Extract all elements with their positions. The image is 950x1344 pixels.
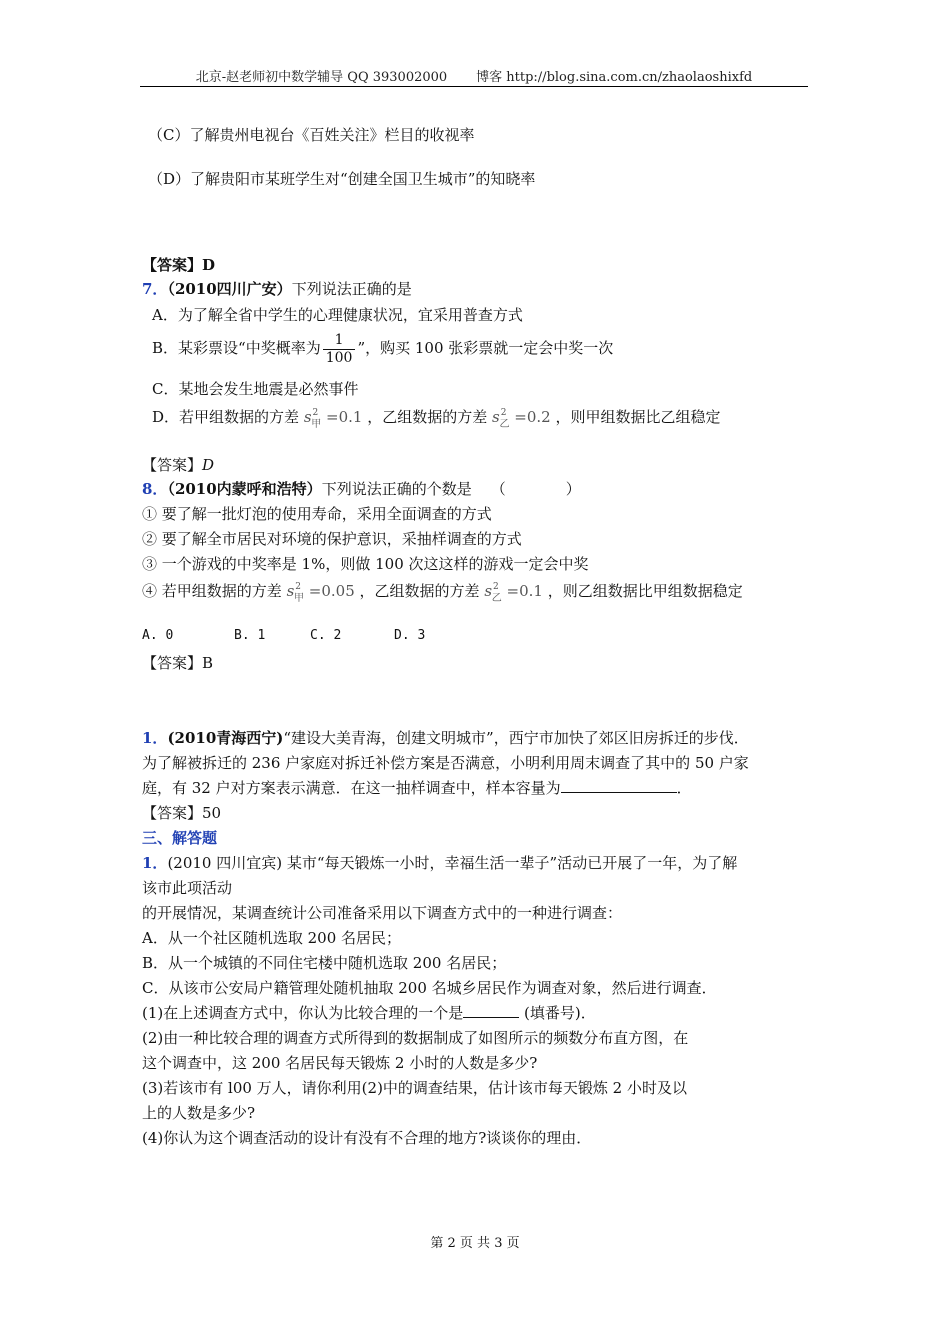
q7-source: （2010四川广安） (167, 280, 292, 298)
answer-blank[interactable] (561, 778, 677, 793)
var-val2: =0.2 (514, 408, 551, 426)
var-sub-yi: 乙 (491, 593, 502, 604)
choice-c: C. 2 (310, 628, 342, 643)
answer-value: D (202, 456, 215, 474)
var-s: s (492, 408, 500, 426)
solve-line-2: 该市此项活动 (142, 879, 233, 897)
var-sq: 2 (312, 408, 319, 418)
q7-option-c: C．某地会发生地震是必然事件 (152, 380, 359, 398)
variance-yi (492, 408, 551, 430)
var-s: s (303, 408, 312, 426)
fill-end: ． (676, 779, 692, 797)
var-val1: =0.05 (308, 582, 355, 600)
answer-prev (142, 254, 215, 275)
fraction-numerator: 1 (323, 332, 356, 350)
solve-line-1 (142, 852, 737, 873)
solve-part-3b: 上的人数是多少? (142, 1104, 256, 1122)
q7-option-d (152, 406, 721, 430)
probability-fraction (323, 332, 356, 367)
fill-source: (2010青海西宁) (167, 729, 284, 747)
q7-b-pre: B．某彩票设“中奖概率为 (152, 339, 321, 357)
q7-stem (142, 278, 412, 299)
solve-option-b: B．从一个城镇的不同住宅楼中随机选取 200 名居民； (142, 954, 507, 972)
section-title: 三、解答题 (142, 829, 218, 847)
solve-option-c: C．从该市公安局户籍管理处随机抽取 200 名城乡居民作为调查对象，然后进行调查． (142, 979, 717, 997)
header-divider (140, 86, 808, 87)
var-sq: 2 (493, 582, 499, 592)
q7-d-pre: D．若甲组数据的方差 (152, 408, 300, 426)
solve-number: 1． (142, 854, 168, 872)
q8-choices (142, 628, 425, 643)
solve-part-2a: (2)由一种比较合理的调查方式所得到的数据制成了如图所示的频数分布直方图，在 (142, 1029, 689, 1047)
q7-option-a: A．为了解全省中学生的心理健康状况，宜采用普查方式 (152, 306, 523, 324)
var-s: s (286, 582, 295, 600)
q7-d-post: ，则甲组数据比乙组稳定 (555, 408, 721, 426)
answer-value: 50 (202, 804, 222, 822)
var-sq: 2 (295, 582, 301, 592)
q8-stem (142, 478, 581, 499)
solve-part-3a: (3)若该市有 l00 万人，请你利用(2)中的调查结果，估计该市每天锻炼 2 小时及以 (142, 1079, 687, 1097)
fill-line-3 (142, 777, 692, 798)
var-val1: =0.1 (326, 408, 363, 426)
fill-text-3: 庭，有 32 户对方案表示满意．在这一抽样调查中，样本容量为 (142, 779, 561, 797)
part1-post: (填番号)． (519, 1004, 596, 1022)
item4-pre: ④ 若甲组数据的方差 (142, 582, 282, 600)
answer-value: D (202, 256, 216, 274)
var-s: s (484, 582, 493, 600)
item4-post: ，则乙组数据比甲组数据稳定 (547, 582, 743, 600)
answer-label: 【答案】 (142, 654, 203, 672)
q8-text: 下列说法正确的个数是 (321, 480, 472, 498)
solve-line-3: 的开展情况，某调查统计公司准备采用以下调查方式中的一种进行调查： (142, 904, 623, 922)
solve-part-4: (4)你认为这个调查活动的设计有没有不合理的地方?谈谈你的理由． (142, 1129, 592, 1147)
q7-d-mid: ，乙组数据的方差 (367, 408, 488, 426)
q7-b-post: ”，购买 100 张彩票就一定会中奖一次 (357, 339, 614, 357)
choice-b: B. 1 (234, 628, 266, 643)
fill-text-1: “建设大美青海，创建文明城市”，西宁市加快了郊区旧房拆迁的步伐． (283, 729, 749, 747)
var-sq: 2 (500, 408, 507, 418)
q8-item-1: ① 要了解一批灯泡的使用寿命，采用全面调查的方式 (142, 505, 492, 523)
var-val2: =0.1 (506, 582, 543, 600)
q8-source: （2010内蒙呼和浩特） (167, 480, 322, 498)
header-blog-url[interactable]: http://blog.sina.com.cn/zhaolaoshixfd (506, 70, 753, 85)
solve-part-1 (142, 1002, 596, 1023)
variance-jia (303, 408, 363, 430)
option-c: （C）了解贵州电视台《百姓关注》栏目的收视率 (148, 126, 475, 144)
q7-answer (142, 454, 214, 475)
answer-label: 【答案】 (142, 456, 203, 474)
answer-value: B (202, 654, 214, 672)
solve-option-a: A．从一个社区随机选取 200 名居民； (142, 929, 402, 947)
q8-paren: （ ） (490, 480, 581, 498)
q8-item-2: ② 要了解全市居民对环境的保护意识，采抽样调查的方式 (142, 530, 522, 548)
fill-answer (142, 802, 221, 823)
fill-number: 1． (142, 729, 168, 747)
variance-yi (484, 582, 543, 604)
item4-mid: ，乙组数据的方差 (359, 582, 480, 600)
header-blog-label: 博客 (476, 70, 503, 85)
choice-a: A. 0 (142, 628, 174, 643)
q8-item-3: ③ 一个游戏的中奖率是 1%，则做 100 次这这样的游戏一定会中奖 (142, 555, 589, 573)
variance-jia (286, 582, 355, 604)
fraction-denominator: 100 (325, 349, 353, 366)
part1-blank[interactable] (463, 1003, 519, 1018)
page-header (140, 66, 808, 85)
page-footer: 第 2 页 共 3 页 (430, 1236, 520, 1251)
var-sub-jia: 甲 (311, 419, 322, 430)
var-sub-yi: 乙 (499, 419, 510, 430)
var-sub-jia: 甲 (294, 593, 304, 604)
q8-number: 8． (142, 480, 168, 498)
answer-label: 【答案】 (142, 256, 203, 274)
solve-part-2b: 这个调查中，这 200 名居民每天锻炼 2 小时的人数是多少? (142, 1054, 538, 1072)
option-d: （D）了解贵阳市某班学生对“创建全国卫生城市”的知晓率 (148, 170, 536, 188)
fill-line-2: 为了解被拆迁的 236 户家庭对拆迁补偿方案是否满意，小明利用周末调查了其中的 50 户家 (142, 754, 749, 772)
fill-line-1 (142, 727, 749, 748)
q8-answer (142, 652, 213, 673)
part1-pre: (1)在上述调查方式中，你认为比较合理的一个是 (142, 1004, 464, 1022)
q7-text: 下列说法正确的是 (291, 280, 412, 298)
answer-label: 【答案】 (142, 804, 203, 822)
header-contact: 北京-赵老师初中数学辅导 QQ 393002000 (195, 70, 448, 85)
q7-option-b (152, 328, 613, 368)
q7-number: 7． (142, 280, 168, 298)
solve-text-1: (2010 四川宜宾) 某市“每天锻炼一小时，幸福生活一辈子”活动已开展了一年，为了解 (167, 854, 738, 872)
q8-item-4 (142, 580, 743, 604)
choice-d: D. 3 (394, 628, 426, 643)
